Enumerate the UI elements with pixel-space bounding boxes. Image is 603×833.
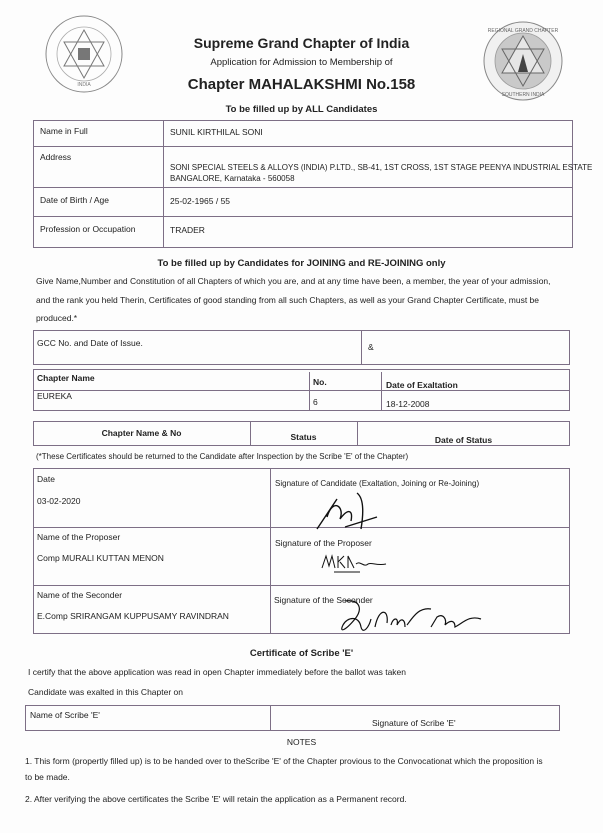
dob-label: Date of Birth / Age [40, 195, 109, 205]
gcc-value: & [368, 342, 374, 352]
candidate-signature [315, 487, 395, 532]
seconder-signature [335, 597, 485, 639]
proposer-value: Comp MURALI KUTTAN MENON [37, 553, 164, 563]
chapters-header-no: No. [313, 377, 327, 387]
status-header-date: Date of Status [434, 435, 493, 445]
chapter-title: Chapter MAHALAKSHMI No.158 [187, 76, 416, 93]
date-value: 03-02-2020 [37, 496, 81, 506]
note-2: 2. After verifying the above certificates the Scribe 'E' will retain the application as a Permanent record. [25, 794, 407, 804]
form-subtitle: Application for Admission to Membership of [210, 57, 393, 68]
name-value: SUNIL KIRTHILAL SONI [170, 127, 263, 137]
status-header-chapter: Chapter Name & No [101, 428, 182, 438]
gcc-label: GCC No. and Date of Issue. [37, 338, 143, 348]
name-label: Name in Full [40, 126, 88, 136]
org-title: Supreme Grand Chapter of India [193, 35, 410, 51]
signatures-table [33, 468, 570, 634]
proposer-signature-label: Signature of the Proposer [275, 538, 372, 548]
note-1-line-1: 1. This form (propertly filled up) is to be handed over to theScribe 'E' of the Chapter provious to the Convocationat which the proposition is [25, 756, 543, 766]
dob-value: 25-02-1965 / 55 [170, 196, 231, 206]
candidate-signature-label: Signature of Candidate (Exaltation, Joining or Re-Joining) [275, 479, 480, 488]
status-header-status: Status [290, 432, 317, 442]
svg-text:INDIA: INDIA [77, 82, 91, 88]
chapters-header-date: Date of Exaltation [386, 380, 458, 390]
chapter-name-value: EUREKA [37, 391, 72, 401]
profession-value: TRADER [170, 225, 205, 235]
certificates-footnote: (*These Certificates should be returned to the Candidate after Inspection by the Scribe 'E' of the Chapter) [36, 452, 409, 461]
seconder-signature-label: Signature of the Seconder [274, 595, 373, 605]
scribe-heading: Certificate of Scribe 'E' [249, 648, 354, 659]
chapter-date-value: 18-12-2008 [386, 399, 430, 409]
note-1-line-2: to be made. [25, 772, 70, 782]
profession-label: Profession or Occupation [40, 224, 136, 234]
section-all-heading: To be filled up by ALL Candidates [225, 104, 378, 115]
date-label: Date [37, 474, 55, 484]
instructions-line-2: and the rank you held Therin, Certificates of good standing from all such Chapters, as well as your Grand Chapter Certificate, must be [36, 295, 540, 305]
proposer-label: Name of the Proposer [37, 532, 121, 542]
instructions-line-3: produced.* [36, 313, 78, 323]
seconder-label: Name of the Seconder [37, 590, 123, 600]
scribe-certify-text: I certify that the above application was read in open Chapter immediately before the ballot was taken [28, 667, 406, 677]
chapter-no-value: 6 [313, 397, 318, 407]
svg-text:REGIONAL GRAND CHAPTER: REGIONAL GRAND CHAPTER [487, 28, 559, 34]
chapters-header-name: Chapter Name [37, 373, 95, 383]
section-joining-heading: To be filled up by Candidates for JOINING and RE-JOINING only [157, 258, 446, 269]
address-value-line2: BANGALORE, Karnataka - 560058 [170, 174, 295, 183]
scribe-exalted-text: Candidate was exalted in this Chapter on [28, 687, 183, 697]
scribe-table [25, 705, 560, 731]
svg-text:SOUTHERN INDIA: SOUTHERN INDIA [501, 92, 545, 98]
instructions-line-1: Give Name,Number and Constitution of all Chapters of which you are, and at any time have been, a member, the year of your admission, [36, 276, 551, 286]
notes-heading: NOTES [286, 737, 317, 747]
address-value-line1: SONI SPECIAL STEELS & ALLOYS (INDIA) P.LTD., SB-41, 1ST CROSS, 1ST STAGE PEENYA INDUSTRIAL ESTATE [170, 163, 593, 172]
address-label: Address [40, 152, 72, 162]
scribe-signature-label: Signature of Scribe 'E' [372, 718, 456, 728]
proposer-signature [320, 552, 390, 574]
seconder-value: E.Comp SRIRANGAM KUPPUSAMY RAVINDRAN [37, 611, 229, 621]
scribe-name-label: Name of Scribe 'E' [30, 710, 100, 720]
